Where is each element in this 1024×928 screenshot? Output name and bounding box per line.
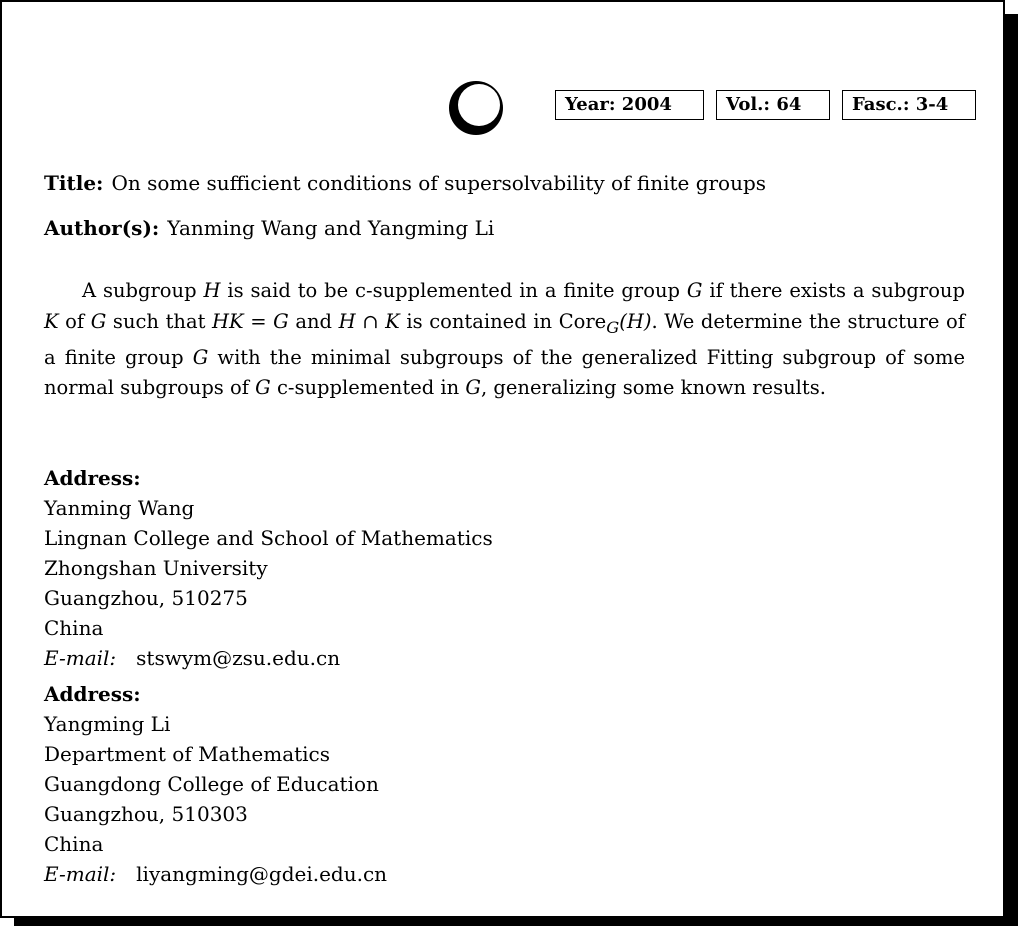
address-line: Department of Mathematics xyxy=(44,742,331,766)
address-line: Zhongshan University xyxy=(44,556,268,580)
address-line: Guangzhou, 510303 xyxy=(44,802,248,826)
address-line: Guangzhou, 510275 xyxy=(44,586,248,610)
email-address: liyangming@gdei.edu.cn xyxy=(136,862,388,886)
address-block-2 xyxy=(44,679,387,889)
volume-badge: Vol.: 64 xyxy=(716,90,830,120)
address-line: China xyxy=(44,616,104,640)
article-authors: Yanming Wang and Yangming Li xyxy=(167,216,495,240)
address-line: Guangdong College of Education xyxy=(44,772,379,796)
email-label: E-mail: xyxy=(44,862,117,886)
email-row xyxy=(44,643,493,673)
article-title: On some sufficient conditions of supersolvability of finite groups xyxy=(111,171,767,195)
address-line: Yangming Li xyxy=(44,712,171,736)
address-line: Lingnan College and School of Mathematics xyxy=(44,526,493,550)
address-line: Yanming Wang xyxy=(44,496,195,520)
fascicle-badge: Fasc.: 3-4 xyxy=(842,90,976,120)
address-label: Address: xyxy=(44,466,141,490)
address-line: China xyxy=(44,832,104,856)
title-line xyxy=(44,170,766,196)
email-row xyxy=(44,859,387,889)
title-label: Title: xyxy=(44,171,104,195)
authors-label: Author(s): xyxy=(44,216,160,240)
email-label: E-mail: xyxy=(44,646,117,670)
address-label: Address: xyxy=(44,682,141,706)
address-block-1 xyxy=(44,463,493,673)
journal-logo-icon xyxy=(448,80,504,136)
year-badge: Year: 2004 xyxy=(555,90,704,120)
abstract: A subgroup H is said to be c-supplemented in a finite group G if there exists a subgroup K of G such that HK = G and H ∩ K is contained in Core$_G$(H). We determine the structure of a finite group G with the minimal subgroups of the generalized Fitting subgroup of some normal subgroups of G c-supplemented in G, generalizing some known results. xyxy=(44,279,965,400)
email-address: stswym@zsu.edu.cn xyxy=(136,646,341,670)
authors-line xyxy=(44,215,494,241)
